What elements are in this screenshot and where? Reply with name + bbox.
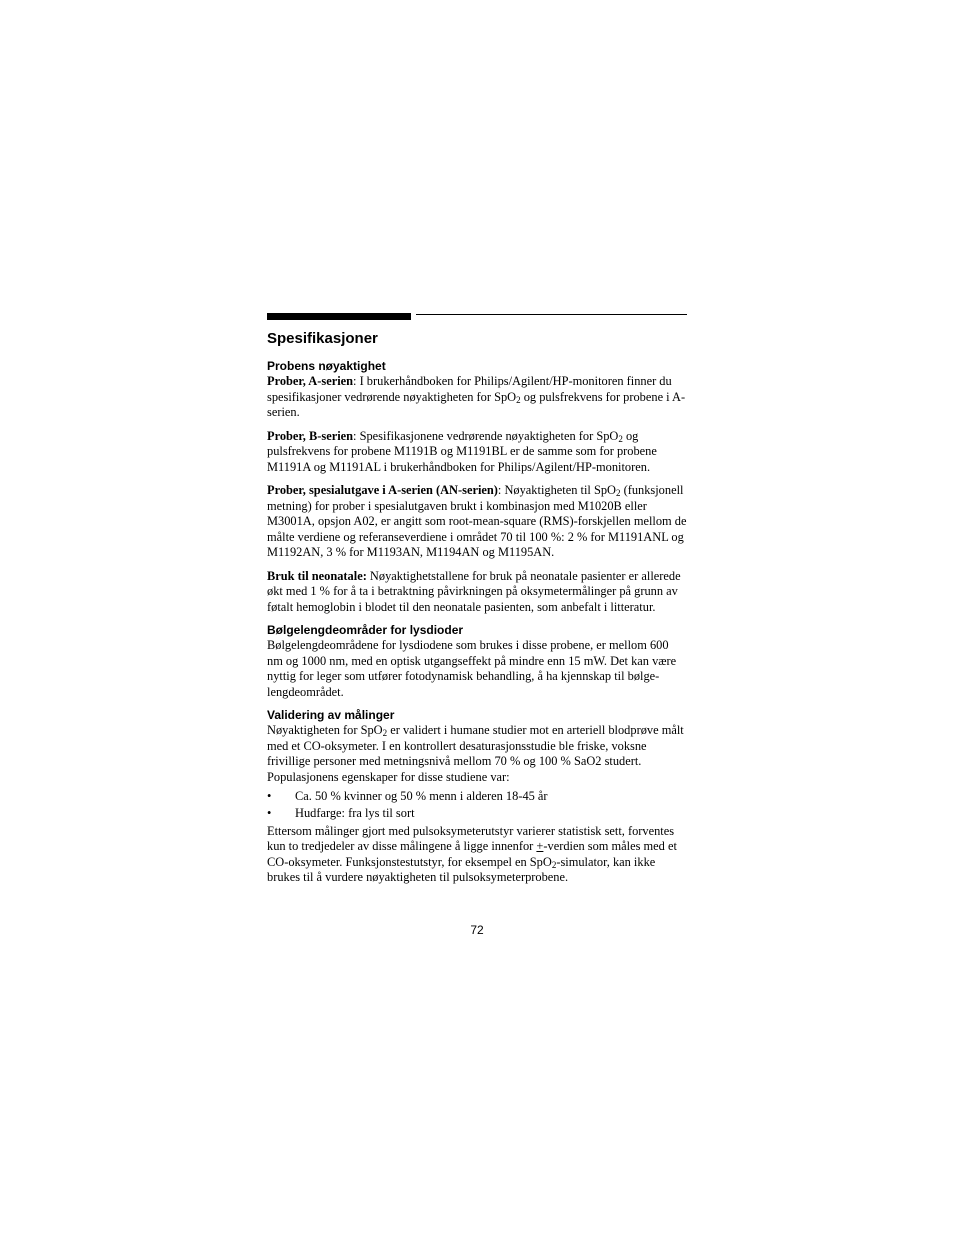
term-neonatal: Bruk til neonatale: [267, 568, 367, 583]
page-number: 72 [470, 923, 484, 937]
term-an-series: Prober, spesialutgave i A-serien (AN-serien) [267, 483, 498, 497]
paragraph-neonatal: Bruk til neonatale: Nøyaktighetstallene for bruk på neonatale pasienter er allerede økt med 1 % for å ta i betraktning påvirkningen på oksymetermålinger på grunn av føtalt hemoglobin i blodet til den neonatale pasienten, som anbefalt i litteratur. [267, 568, 681, 614]
page-title: Spesifikasjoner [267, 330, 378, 347]
paragraph-b-series: Prober, B-serien: Spesifikasjonene vedrørende nøyaktigheten for SpO$_2$ og pulsfrekvens for probene M1191B og M1191BL er de samme som for probene M1191A og M1191AL i brukerhåndboken for Philips/Agilent/HP-monitoren. [267, 428, 657, 474]
paragraph-validation: Nøyaktigheten for SpO$_2$ er validert i humane studier mot en arteriell blodprøve målt med et CO-oksymeter. I en kontrollert desaturasjonsstudie ble friske, voksne frivillige personer med metningsnivå mellom 70 % og 100 % SaO2 studert. Populasjonens egenskaper for disse studiene var: [267, 723, 684, 784]
population-list [267, 789, 687, 822]
section-heading-wavelength: Bølgelengdeområder for lysdioder [267, 623, 464, 637]
list-item: • Hudfarge: fra lys til sort [267, 806, 415, 820]
heading-rule-thin [416, 314, 687, 315]
bullet-icon: • [267, 789, 272, 803]
heading-rule-thick [267, 313, 411, 320]
paragraph-statistics: Ettersom målinger gjort med pulsoksymeterutstyr varierer statistisk sett, forventes kun to tredjedeler av disse målingene å ligge innenfor +-verdien som måles med et CO-oksymeter. Funksjonstestutstyr, for eksempel en SpO$_2$-simulator, kan ikke brukes til å vurdere nøyaktigheten til pulsoksymeterprobene. [267, 823, 677, 884]
paragraph-an-series: Prober, spesialutgave i A-serien (AN-serien): Nøyaktigheten til SpO$_2$ (funksjonell metning) for prober i spesialutgaven brukt i kombinasjon med M1020B eller M3001A, opsjon A02, er angitt som root-mean-square (RMS)-forskjellen mellom de målte verdiene og referanseverdiene i området 70 til 100 %: 2 % for M1191ANL og M1192AN, 3 % for M1193AN, M1194AN og M1195AN. [267, 483, 687, 559]
section-heading-validation: Validering av målinger [267, 708, 395, 722]
term-a-series: Prober, A-serien [267, 374, 354, 388]
page-content [267, 330, 687, 894]
plus-minus-sign: + [536, 839, 544, 853]
bullet-icon: • [267, 806, 272, 820]
section-heading-accuracy: Probens nøyaktighet [267, 359, 386, 373]
paragraph-wavelength: Bølgelengdeområdene for lysdiodene som brukes i disse probene, er mellom 600 nm og 1000 nm, med en optisk utgangseffekt på mindre enn 15 mW. Det kan være nyttig for leger som utfører fotodynamisk behandling, å ha kjennskap til bølge-lengdeområdet. [267, 638, 677, 699]
term-b-series: Prober, B-serien [267, 428, 354, 443]
list-item: • Ca. 50 % kvinner og 50 % menn i alderen 18-45 år [267, 789, 548, 803]
paragraph-a-series: Prober, A-serien: I brukerhåndboken for Philips/Agilent/HP-monitoren finner du spesifikasjoner vedrørende nøyaktigheten for SpO$_2$ og pulsfrekvens for probene i A-serien. [267, 374, 686, 419]
